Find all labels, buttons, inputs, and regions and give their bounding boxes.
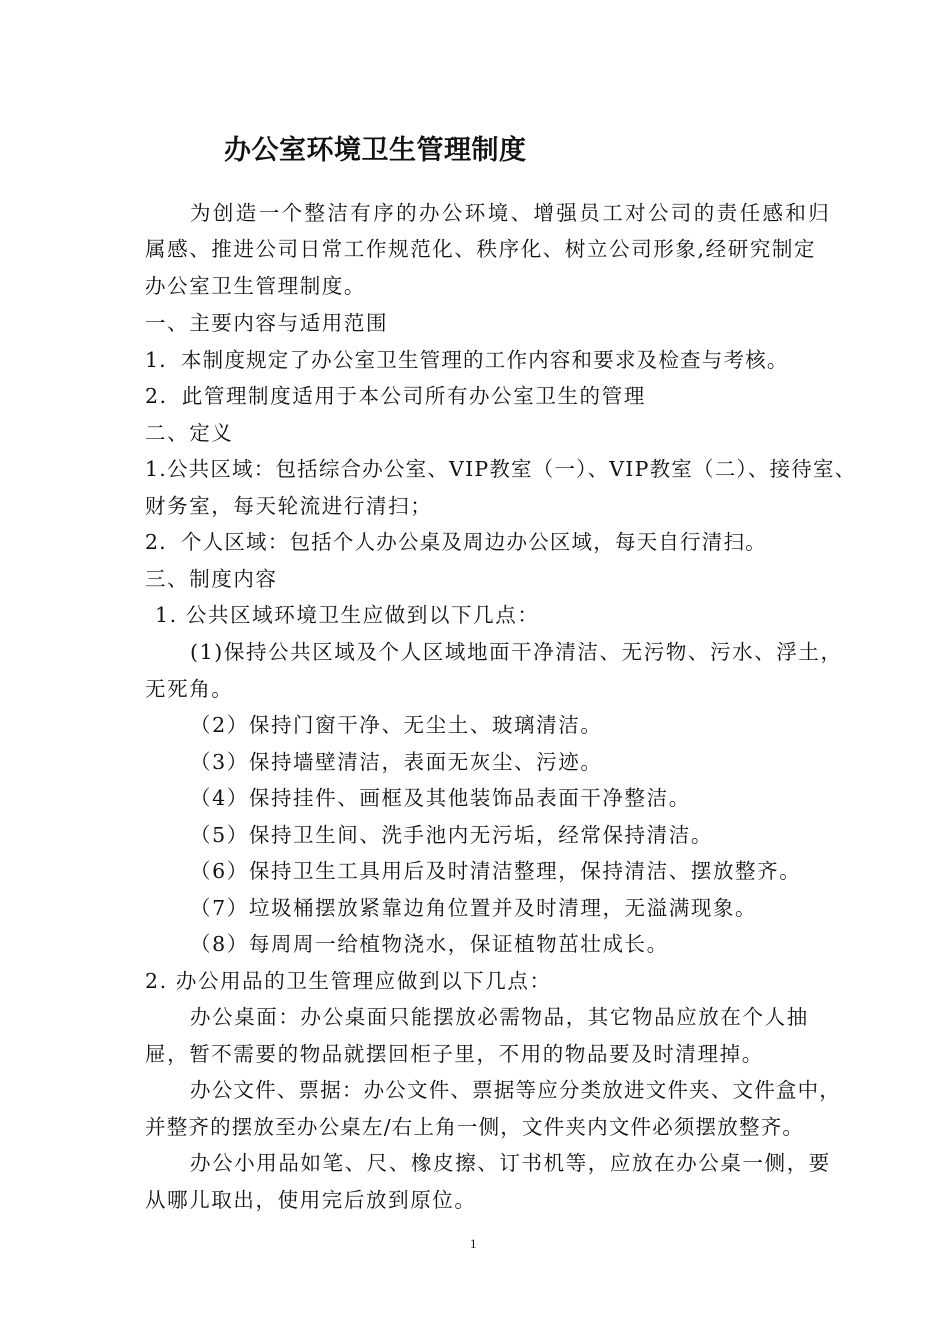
rule-7: （7）垃圾桶摆放紧靠边角位置并及时清理，无溢满现象。 [190, 896, 758, 920]
desk-rule-line-2: 屉，暂不需要的物品就摆回柜子里，不用的物品要及时清理掉。 [145, 1042, 764, 1066]
page-number: 1 [470, 1236, 477, 1251]
supplies-rule-line-1: 办公小用品如笔、尺、橡皮擦、订书机等，应放在办公桌一侧，要 [190, 1151, 831, 1175]
section-1-item-1: 1．本制度规定了办公室卫生管理的工作内容和要求及检查与考核。 [145, 348, 789, 372]
rule-2: （2）保持门窗干净、无尘土、玻璃清洁。 [190, 713, 603, 737]
section-2-item-2: 2．个人区域：包括个人办公桌及周边办公区域，每天自行清扫。 [145, 530, 767, 554]
rule-1-line-1: (1)保持公共区域及个人区域地面干净清洁、无污物、污水、浮土， [190, 640, 843, 664]
section-2-item-1-line-2: 财务室，每天轮流进行清扫； [145, 494, 433, 518]
document-title: 办公室环境卫生管理制度 [224, 135, 527, 166]
rule-3: （3）保持墙壁清洁，表面无灰尘、污迹。 [190, 750, 603, 774]
rule-6: （6）保持卫生工具用后及时清洁整理，保持清洁、摆放整齐。 [190, 859, 802, 883]
files-rule-line-1: 办公文件、票据：办公文件、票据等应分类放进文件夹、文件盒中， [190, 1078, 841, 1102]
supplies-rule-line-2: 从哪儿取出，使用完后放到原位。 [145, 1188, 477, 1212]
rule-4: （4）保持挂件、画框及其他装饰品表面干净整洁。 [190, 786, 691, 810]
intro-line-3: 办公室卫生管理制度。 [145, 274, 366, 298]
section-heading-2: 二、定义 [145, 421, 234, 445]
subsection-heading-1: 1. 公共区域环境卫生应做到以下几点： [155, 603, 540, 627]
rule-8: （8）每周周一给植物浇水，保证植物茁壮成长。 [190, 932, 669, 956]
section-heading-1: 一、主要内容与适用范围 [145, 311, 389, 335]
files-rule-line-2: 并整齐的摆放至办公桌左/右上角一侧，文件夹内文件必须摆放整齐。 [145, 1115, 805, 1139]
section-heading-3: 三、制度内容 [145, 567, 278, 591]
section-2-item-1-line-1: 1.公共区域：包括综合办公室、VIP教室（一）、VIP教室（二）、接待室、 [145, 457, 857, 481]
rule-1-line-2: 无死角。 [145, 677, 234, 701]
intro-line-2: 属感、推进公司日常工作规范化、秩序化、树立公司形象,经研究制定 [145, 237, 817, 261]
section-1-item-2: 2．此管理制度适用于本公司所有办公室卫生的管理 [145, 384, 646, 408]
subsection-heading-2: 2. 办公用品的卫生管理应做到以下几点： [145, 969, 552, 993]
intro-line-1: 为创造一个整洁有序的办公环境、增强员工对公司的责任感和归 [190, 201, 832, 225]
desk-rule-line-1: 办公桌面：办公桌面只能摆放必需物品，其它物品应放在个人抽 [190, 1005, 809, 1029]
rule-5: （5）保持卫生间、洗手池内无污垢，经常保持清洁。 [190, 823, 713, 847]
